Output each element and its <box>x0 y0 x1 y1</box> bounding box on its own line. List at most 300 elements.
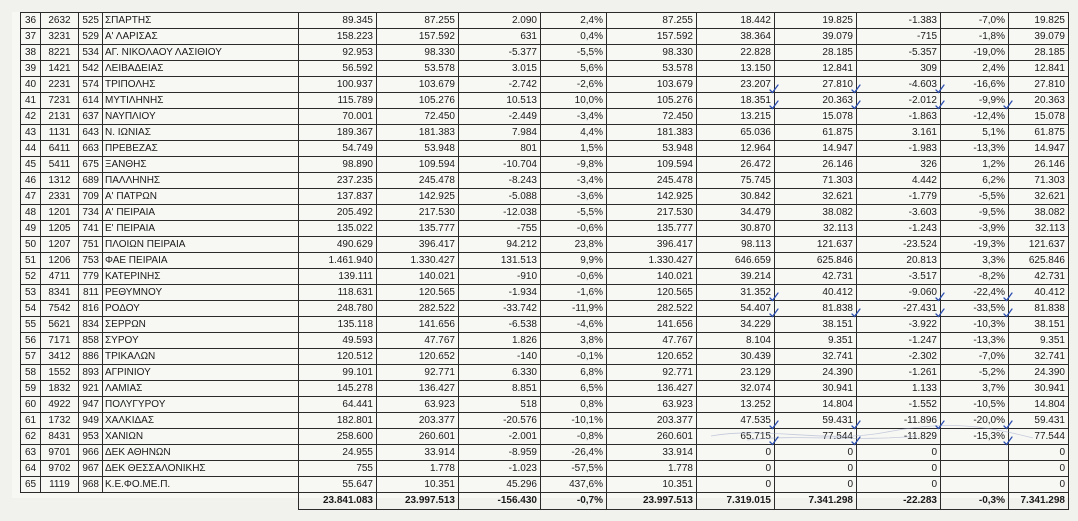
total-value-cell: 23.997.513 <box>377 493 459 510</box>
table-row <box>21 29 1069 45</box>
value-cell-col-12: -13,3% <box>941 333 1009 349</box>
value-cell-col-8: 92.771 <box>607 365 697 381</box>
value-cell-col-10: 77.544 <box>775 429 857 445</box>
value-cell-col-7: -0,6% <box>541 221 607 237</box>
value-cell-col-11: -5.357 <box>857 45 941 61</box>
office-id-cell: 614 <box>79 93 103 109</box>
office-id-cell: 753 <box>79 253 103 269</box>
value-cell-col-13: 38.082 <box>1009 205 1069 221</box>
value-cell-col-8: 109.594 <box>607 157 697 173</box>
value-cell-col-6: 131.513 <box>459 253 541 269</box>
office-code-cell: 2632 <box>41 13 79 29</box>
value-cell-col-6: 631 <box>459 29 541 45</box>
value-cell-col-11: -1.383 <box>857 13 941 29</box>
office-name-cell: ΑΓ. ΝΙΚΟΛΑΟΥ ΛΑΣΙΘΙΟΥ <box>103 45 299 61</box>
value-cell-col-11: -27.431 <box>857 301 941 317</box>
office-name-cell: ΤΡΙΠΟΛΗΣ <box>103 77 299 93</box>
table-row <box>21 429 1069 445</box>
value-cell-col-6: 801 <box>459 141 541 157</box>
office-name-cell: ΠΟΛΥΓΥΡΟΥ <box>103 397 299 413</box>
table-row <box>21 237 1069 253</box>
value-cell-col-10: 40.412 <box>775 285 857 301</box>
office-code-cell: 7171 <box>41 333 79 349</box>
office-code-cell: 3231 <box>41 29 79 45</box>
office-code-cell: 1131 <box>41 125 79 141</box>
value-cell-col-7: -0,8% <box>541 429 607 445</box>
value-cell-col-9: 13.150 <box>697 61 775 77</box>
value-cell-col-10: 61.875 <box>775 125 857 141</box>
value-cell-col-8: 157.592 <box>607 29 697 45</box>
total-value-cell: 23.997.513 <box>607 493 697 510</box>
office-id-cell: 709 <box>79 189 103 205</box>
total-value-cell: -156.430 <box>459 493 541 510</box>
office-name-cell: ΔΕΚ ΘΕΣΣΑΛΟΝΙΚΗΣ <box>103 461 299 477</box>
value-cell-col-11: 3.161 <box>857 125 941 141</box>
value-cell-col-12: -10,3% <box>941 317 1009 333</box>
value-cell-col-7: -3,4% <box>541 109 607 125</box>
value-cell-col-5: 87.255 <box>377 13 459 29</box>
value-cell-col-9: 8.104 <box>697 333 775 349</box>
office-id-cell: 637 <box>79 109 103 125</box>
value-cell-col-6: -8.243 <box>459 173 541 189</box>
value-cell-col-6: -140 <box>459 349 541 365</box>
office-code-cell: 8221 <box>41 45 79 61</box>
office-name-cell: Ε' ΠΕΙΡΑΙΑ <box>103 221 299 237</box>
table-row <box>21 413 1069 429</box>
value-cell-col-11: -715 <box>857 29 941 45</box>
office-code-cell: 1552 <box>41 365 79 381</box>
value-cell-col-6: 45.296 <box>459 477 541 493</box>
value-cell-col-9: 65.715 <box>697 429 775 445</box>
value-cell-col-5: 120.565 <box>377 285 459 301</box>
office-name-cell: Κ.Ε.ΦΟ.ΜΕ.Π. <box>103 477 299 493</box>
value-cell-col-10: 59.431 <box>775 413 857 429</box>
office-name-cell: ΛΕΙΒΑΔΕΙΑΣ <box>103 61 299 77</box>
value-cell-col-7: 6,5% <box>541 381 607 397</box>
office-code-cell: 1421 <box>41 61 79 77</box>
office-name-cell: ΞΑΝΘΗΣ <box>103 157 299 173</box>
value-cell-col-9: 31.352 <box>697 285 775 301</box>
value-cell-col-6: -5.088 <box>459 189 541 205</box>
value-cell-col-13: 38.151 <box>1009 317 1069 333</box>
value-cell-col-7: -57,5% <box>541 461 607 477</box>
value-cell-col-9: 646.659 <box>697 253 775 269</box>
value-cell-col-4: 54.749 <box>299 141 377 157</box>
value-cell-col-12: -12,4% <box>941 109 1009 125</box>
value-cell-col-11: 4.442 <box>857 173 941 189</box>
value-cell-col-13: 0 <box>1009 477 1069 493</box>
value-cell-col-5: 203.377 <box>377 413 459 429</box>
table-row <box>21 61 1069 77</box>
value-cell-col-7: -5,5% <box>541 45 607 61</box>
office-id-cell: 779 <box>79 269 103 285</box>
value-cell-col-4: 89.345 <box>299 13 377 29</box>
value-cell-col-13: 32.621 <box>1009 189 1069 205</box>
value-cell-col-11: -11.896 <box>857 413 941 429</box>
value-cell-col-4: 237.235 <box>299 173 377 189</box>
office-id-cell: 811 <box>79 285 103 301</box>
value-cell-col-5: 103.679 <box>377 77 459 93</box>
value-cell-col-12: 2,4% <box>941 61 1009 77</box>
value-cell-col-4: 258.600 <box>299 429 377 445</box>
office-name-cell: Α' ΠΕΙΡΑΙΑ <box>103 205 299 221</box>
value-cell-col-10: 0 <box>775 477 857 493</box>
value-cell-col-7: 0,8% <box>541 397 607 413</box>
value-cell-col-5: 245.478 <box>377 173 459 189</box>
value-cell-col-4: 99.101 <box>299 365 377 381</box>
value-cell-col-13: 19.825 <box>1009 13 1069 29</box>
office-name-cell: ΧΑΝΙΩΝ <box>103 429 299 445</box>
table-row <box>21 461 1069 477</box>
office-id-cell: 534 <box>79 45 103 61</box>
value-cell-col-6: 10.513 <box>459 93 541 109</box>
value-cell-col-4: 182.801 <box>299 413 377 429</box>
value-cell-col-8: 72.450 <box>607 109 697 125</box>
value-cell-col-6: -2.449 <box>459 109 541 125</box>
office-code-cell: 3412 <box>41 349 79 365</box>
office-id-cell: 741 <box>79 221 103 237</box>
value-cell-col-9: 22.828 <box>697 45 775 61</box>
office-code-cell: 9701 <box>41 445 79 461</box>
value-cell-col-12 <box>941 477 1009 493</box>
value-cell-col-11: 326 <box>857 157 941 173</box>
value-cell-col-8: 63.923 <box>607 397 697 413</box>
table-row <box>21 317 1069 333</box>
table-row <box>21 45 1069 61</box>
value-cell-col-5: 105.276 <box>377 93 459 109</box>
value-cell-col-6: -5.377 <box>459 45 541 61</box>
value-cell-col-13: 61.875 <box>1009 125 1069 141</box>
value-cell-col-12: -9,5% <box>941 205 1009 221</box>
value-cell-col-12: -1,8% <box>941 29 1009 45</box>
office-code-cell: 1312 <box>41 173 79 189</box>
total-value-cell: 7.341.298 <box>1009 493 1069 510</box>
office-id-cell: 689 <box>79 173 103 189</box>
value-cell-col-6: -1.023 <box>459 461 541 477</box>
office-code-cell: 1119 <box>41 477 79 493</box>
value-cell-col-13: 42.731 <box>1009 269 1069 285</box>
table-row <box>21 141 1069 157</box>
value-cell-col-13: 0 <box>1009 445 1069 461</box>
value-cell-col-4: 92.953 <box>299 45 377 61</box>
value-cell-col-4: 135.022 <box>299 221 377 237</box>
office-name-cell: Α' ΠΑΤΡΩΝ <box>103 189 299 205</box>
value-cell-col-7: -4,6% <box>541 317 607 333</box>
value-cell-col-10: 26.146 <box>775 157 857 173</box>
office-name-cell: ΠΡΕΒΕΖΑΣ <box>103 141 299 157</box>
value-cell-col-5: 120.652 <box>377 349 459 365</box>
value-cell-col-4: 145.278 <box>299 381 377 397</box>
table-row <box>21 109 1069 125</box>
value-cell-col-6: 6.330 <box>459 365 541 381</box>
value-cell-col-6: 1.826 <box>459 333 541 349</box>
table-row <box>21 397 1069 413</box>
value-cell-col-11: -3.517 <box>857 269 941 285</box>
total-value-cell: -22.283 <box>857 493 941 510</box>
value-cell-col-4: 100.937 <box>299 77 377 93</box>
value-cell-col-13: 0 <box>1009 461 1069 477</box>
value-cell-col-12: -16,6% <box>941 77 1009 93</box>
office-name-cell: ΠΑΛΛΗΝΗΣ <box>103 173 299 189</box>
value-cell-col-5: 1.778 <box>377 461 459 477</box>
office-code-cell: 2231 <box>41 77 79 93</box>
value-cell-col-7: 1,5% <box>541 141 607 157</box>
value-cell-col-11: 1.133 <box>857 381 941 397</box>
value-cell-col-4: 115.789 <box>299 93 377 109</box>
office-name-cell: ΤΡΙΚΑΛΩΝ <box>103 349 299 365</box>
value-cell-col-5: 141.656 <box>377 317 459 333</box>
value-cell-col-6: 518 <box>459 397 541 413</box>
value-cell-col-7: 0,4% <box>541 29 607 45</box>
value-cell-col-11: -9.060 <box>857 285 941 301</box>
value-cell-col-9: 47.535 <box>697 413 775 429</box>
value-cell-col-13: 26.146 <box>1009 157 1069 173</box>
office-id-cell: 574 <box>79 77 103 93</box>
value-cell-col-11: -1.983 <box>857 141 941 157</box>
office-name-cell: ΛΑΜΙΑΣ <box>103 381 299 397</box>
row-number-cell: 44 <box>21 141 41 157</box>
value-cell-col-7: 5,6% <box>541 61 607 77</box>
value-cell-col-5: 396.417 <box>377 237 459 253</box>
value-cell-col-5: 10.351 <box>377 477 459 493</box>
value-cell-col-4: 56.592 <box>299 61 377 77</box>
value-cell-col-10: 15.078 <box>775 109 857 125</box>
office-name-cell: ΡΕΘΥΜΝΟΥ <box>103 285 299 301</box>
value-cell-col-5: 98.330 <box>377 45 459 61</box>
table-row <box>21 477 1069 493</box>
value-cell-col-9: 75.745 <box>697 173 775 189</box>
value-cell-col-13: 12.841 <box>1009 61 1069 77</box>
value-cell-col-10: 27.810 <box>775 77 857 93</box>
table-row <box>21 253 1069 269</box>
value-cell-col-13: 20.363 <box>1009 93 1069 109</box>
value-cell-col-7: 437,6% <box>541 477 607 493</box>
office-id-cell: 663 <box>79 141 103 157</box>
value-cell-col-8: 203.377 <box>607 413 697 429</box>
value-cell-col-4: 137.837 <box>299 189 377 205</box>
value-cell-col-8: 105.276 <box>607 93 697 109</box>
value-cell-col-9: 30.842 <box>697 189 775 205</box>
totals-blank-cell <box>21 493 299 510</box>
table-row <box>21 77 1069 93</box>
value-cell-col-10: 81.838 <box>775 301 857 317</box>
value-cell-col-8: 141.656 <box>607 317 697 333</box>
value-cell-col-9: 38.364 <box>697 29 775 45</box>
row-number-cell: 64 <box>21 461 41 477</box>
value-cell-col-12: -3,9% <box>941 221 1009 237</box>
value-cell-col-10: 121.637 <box>775 237 857 253</box>
value-cell-col-10: 14.804 <box>775 397 857 413</box>
value-cell-col-4: 70.001 <box>299 109 377 125</box>
value-cell-col-13: 30.941 <box>1009 381 1069 397</box>
table-row <box>21 221 1069 237</box>
value-cell-col-10: 38.151 <box>775 317 857 333</box>
value-cell-col-7: -9,8% <box>541 157 607 173</box>
row-number-cell: 65 <box>21 477 41 493</box>
row-number-cell: 56 <box>21 333 41 349</box>
value-cell-col-7: 3,8% <box>541 333 607 349</box>
value-cell-col-4: 205.492 <box>299 205 377 221</box>
value-cell-col-5: 72.450 <box>377 109 459 125</box>
value-cell-col-11: -2.302 <box>857 349 941 365</box>
office-id-cell: 525 <box>79 13 103 29</box>
value-cell-col-10: 0 <box>775 445 857 461</box>
value-cell-col-9: 18.351 <box>697 93 775 109</box>
office-code-cell: 1832 <box>41 381 79 397</box>
office-id-cell: 834 <box>79 317 103 333</box>
value-cell-col-13: 32.113 <box>1009 221 1069 237</box>
value-cell-col-4: 1.461.940 <box>299 253 377 269</box>
value-cell-col-11: -1.243 <box>857 221 941 237</box>
value-cell-col-9: 34.479 <box>697 205 775 221</box>
value-cell-col-9: 26.472 <box>697 157 775 173</box>
value-cell-col-4: 189.367 <box>299 125 377 141</box>
value-cell-col-5: 109.594 <box>377 157 459 173</box>
value-cell-col-9: 32.074 <box>697 381 775 397</box>
row-number-cell: 61 <box>21 413 41 429</box>
value-cell-col-12 <box>941 445 1009 461</box>
value-cell-col-4: 135.118 <box>299 317 377 333</box>
value-cell-col-11: -1.552 <box>857 397 941 413</box>
value-cell-col-11: -3.603 <box>857 205 941 221</box>
value-cell-col-5: 142.925 <box>377 189 459 205</box>
office-name-cell: ΑΓΡΙΝΙΟΥ <box>103 365 299 381</box>
value-cell-col-11: 309 <box>857 61 941 77</box>
value-cell-col-13: 625.846 <box>1009 253 1069 269</box>
value-cell-col-10: 0 <box>775 461 857 477</box>
value-cell-col-6: 3.015 <box>459 61 541 77</box>
value-cell-col-12: -7,0% <box>941 349 1009 365</box>
value-cell-col-4: 248.780 <box>299 301 377 317</box>
value-cell-col-4: 139.111 <box>299 269 377 285</box>
row-number-cell: 51 <box>21 253 41 269</box>
office-code-cell: 8431 <box>41 429 79 445</box>
value-cell-col-12 <box>941 461 1009 477</box>
scanned-sheet <box>12 12 1070 506</box>
value-cell-col-6: -8.959 <box>459 445 541 461</box>
value-cell-col-7: -3,4% <box>541 173 607 189</box>
value-cell-col-10: 71.303 <box>775 173 857 189</box>
office-id-cell: 886 <box>79 349 103 365</box>
row-number-cell: 47 <box>21 189 41 205</box>
office-code-cell: 7231 <box>41 93 79 109</box>
value-cell-col-6: 2.090 <box>459 13 541 29</box>
office-code-cell: 7542 <box>41 301 79 317</box>
table-row <box>21 157 1069 173</box>
value-cell-col-13: 32.741 <box>1009 349 1069 365</box>
value-cell-col-8: 396.417 <box>607 237 697 253</box>
office-code-cell: 1207 <box>41 237 79 253</box>
value-cell-col-13: 28.185 <box>1009 45 1069 61</box>
value-cell-col-11: -23.524 <box>857 237 941 253</box>
value-cell-col-7: 2,4% <box>541 13 607 29</box>
office-name-cell: ΦΑΕ ΠΕΙΡΑΙΑ <box>103 253 299 269</box>
row-number-cell: 48 <box>21 205 41 221</box>
office-id-cell: 953 <box>79 429 103 445</box>
value-cell-col-7: -5,5% <box>541 205 607 221</box>
value-cell-col-10: 19.825 <box>775 13 857 29</box>
table-row <box>21 285 1069 301</box>
value-cell-col-5: 140.021 <box>377 269 459 285</box>
office-code-cell: 2331 <box>41 189 79 205</box>
value-cell-col-6: -2.742 <box>459 77 541 93</box>
row-number-cell: 41 <box>21 93 41 109</box>
table-body <box>21 13 1069 510</box>
value-cell-col-6: -10.704 <box>459 157 541 173</box>
value-cell-col-11: -2.012 <box>857 93 941 109</box>
value-cell-col-6: -2.001 <box>459 429 541 445</box>
value-cell-col-7: 23,8% <box>541 237 607 253</box>
value-cell-col-8: 120.565 <box>607 285 697 301</box>
value-cell-col-4: 64.441 <box>299 397 377 413</box>
value-cell-col-6: -755 <box>459 221 541 237</box>
value-cell-col-10: 38.082 <box>775 205 857 221</box>
value-cell-col-8: 260.601 <box>607 429 697 445</box>
table-row <box>21 365 1069 381</box>
value-cell-col-10: 625.846 <box>775 253 857 269</box>
office-id-cell: 947 <box>79 397 103 413</box>
value-cell-col-6: -12.038 <box>459 205 541 221</box>
value-cell-col-4: 49.593 <box>299 333 377 349</box>
total-value-cell: 7.319.015 <box>697 493 775 510</box>
row-number-cell: 42 <box>21 109 41 125</box>
value-cell-col-5: 1.330.427 <box>377 253 459 269</box>
row-number-cell: 39 <box>21 61 41 77</box>
value-cell-col-12: 3,3% <box>941 253 1009 269</box>
value-cell-col-12: -5,2% <box>941 365 1009 381</box>
value-cell-col-13: 14.947 <box>1009 141 1069 157</box>
office-name-cell: ΣΥΡΟΥ <box>103 333 299 349</box>
value-cell-col-8: 181.383 <box>607 125 697 141</box>
table-row <box>21 13 1069 29</box>
value-cell-col-9: 18.442 <box>697 13 775 29</box>
value-cell-col-10: 42.731 <box>775 269 857 285</box>
value-cell-col-13: 15.078 <box>1009 109 1069 125</box>
office-id-cell: 734 <box>79 205 103 221</box>
row-number-cell: 53 <box>21 285 41 301</box>
value-cell-col-6: -910 <box>459 269 541 285</box>
value-cell-col-11: 20.813 <box>857 253 941 269</box>
value-cell-col-4: 24.955 <box>299 445 377 461</box>
value-cell-col-5: 217.530 <box>377 205 459 221</box>
value-cell-col-11: -1.779 <box>857 189 941 205</box>
value-cell-col-9: 30.439 <box>697 349 775 365</box>
value-cell-col-8: 136.427 <box>607 381 697 397</box>
row-number-cell: 36 <box>21 13 41 29</box>
value-cell-col-13: 71.303 <box>1009 173 1069 189</box>
value-cell-col-5: 260.601 <box>377 429 459 445</box>
row-number-cell: 52 <box>21 269 41 285</box>
row-number-cell: 62 <box>21 429 41 445</box>
value-cell-col-5: 282.522 <box>377 301 459 317</box>
office-id-cell: 816 <box>79 301 103 317</box>
value-cell-col-10: 32.741 <box>775 349 857 365</box>
value-cell-col-8: 33.914 <box>607 445 697 461</box>
value-cell-col-12: -20,0% <box>941 413 1009 429</box>
row-number-cell: 60 <box>21 397 41 413</box>
value-cell-col-8: 282.522 <box>607 301 697 317</box>
value-cell-col-7: -10,1% <box>541 413 607 429</box>
office-name-cell: Ν. ΙΩΝΙΑΣ <box>103 125 299 141</box>
value-cell-col-13: 14.804 <box>1009 397 1069 413</box>
value-cell-col-7: -3,6% <box>541 189 607 205</box>
row-number-cell: 50 <box>21 237 41 253</box>
value-cell-col-6: -1.934 <box>459 285 541 301</box>
office-id-cell: 643 <box>79 125 103 141</box>
office-id-cell: 529 <box>79 29 103 45</box>
value-cell-col-13: 121.637 <box>1009 237 1069 253</box>
office-code-cell: 1732 <box>41 413 79 429</box>
